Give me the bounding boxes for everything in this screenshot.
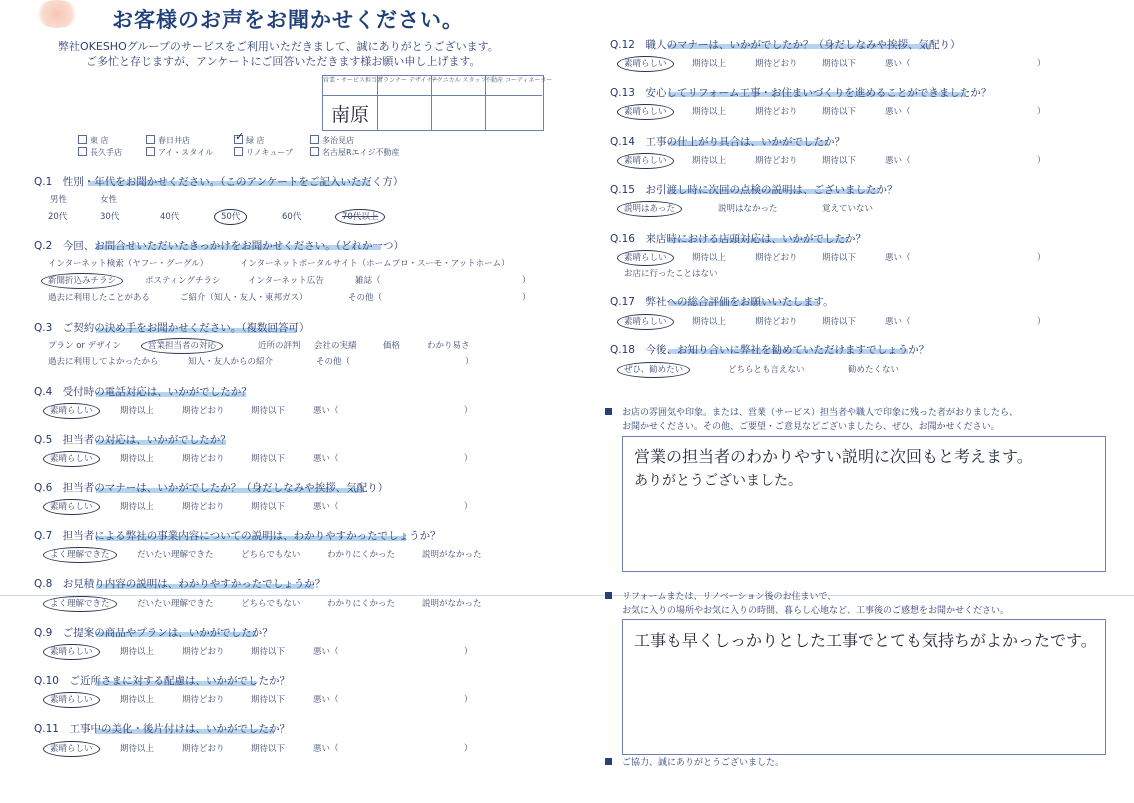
q11-below[interactable]: 期待以下 (251, 744, 286, 754)
q18-neutral[interactable]: どちらとも言えない (728, 365, 805, 375)
q7-mostly-understood[interactable]: だいたい理解できた (137, 550, 214, 560)
q4-excellent[interactable]: 素晴らしい (50, 404, 93, 416)
branch-nagoya-rage[interactable]: 名古屋Rエイジ不動産 (310, 147, 400, 158)
q6-title: Q.6 担当者のマナーは、いかがでしたか？（身だしなみや挨拶、気配り） (34, 482, 389, 494)
staff-table (322, 75, 553, 131)
q12-bad-close: ） (1037, 59, 1046, 69)
q1-female[interactable]: 女性 (100, 195, 118, 205)
q1-age-70[interactable]: 70代以上 (342, 210, 378, 222)
q16-below[interactable]: 期待以下 (822, 253, 857, 263)
q12-excellent[interactable]: 素晴らしい (624, 57, 667, 69)
comment2-handwriting-line-1: 工事も早くしっかりとした工事でとても気持ちがよかったです。 (634, 631, 1097, 650)
q6-bad-close: ） (464, 502, 473, 512)
q4-below[interactable]: 期待以下 (251, 406, 286, 416)
branch-midori[interactable]: ✓ 緑 店 (235, 130, 265, 145)
q9-above[interactable]: 期待以上 (120, 647, 155, 657)
q9-title: Q.9 ご提案の商品やプランは、いかがでしたか？ (34, 627, 273, 639)
q3-plan-design[interactable]: プラン or デザイン (48, 341, 122, 351)
q10-above[interactable]: 期待以上 (120, 695, 155, 705)
q13-excellent[interactable]: 素晴らしい (624, 105, 667, 117)
q3-track-record[interactable]: 会社の実績 (314, 341, 357, 351)
q1-age-40[interactable]: 40代 (160, 212, 180, 222)
comment1-prompt-1: お店の雰囲気や印象。または、営業（サービス）担当者や職人で印象に残った者がおりましたら、 (622, 408, 1019, 418)
q6-below[interactable]: 期待以下 (251, 502, 286, 512)
q11-as-expected[interactable]: 期待どおり (182, 744, 225, 754)
q7-neutral[interactable]: どちらでもない (241, 550, 301, 560)
branch-kasugai[interactable]: 春日井店 (146, 135, 190, 146)
intro-line-2: ご多忙と存じますが、アンケートにご回答いただきます様お願い申し上げます。 (86, 55, 481, 68)
q5-above[interactable]: 期待以上 (120, 454, 155, 464)
q12-above[interactable]: 期待以上 (692, 59, 727, 69)
q12-bad[interactable]: 悪い（ (885, 59, 911, 69)
q16-title: Q.16 来店時における店頭対応は、いかがでしたか？ (610, 233, 866, 245)
branch-istyle[interactable]: アイ・スタイル (146, 147, 213, 158)
q2-newspaper-flyer[interactable]: 新聞折込みチラシ (48, 274, 116, 286)
q12-title: Q.12 職人のマナーは、いかがでしたか？（身だしなみや挨拶、気配り） (610, 39, 961, 51)
q3-clarity[interactable]: わかり易さ (427, 341, 470, 351)
q7-no-explanation[interactable]: 説明がなかった (422, 550, 482, 560)
q14-above[interactable]: 期待以上 (692, 156, 727, 166)
q15-title: Q.15 お引渡し時に次回の点検の説明は、ございましたか？ (610, 184, 898, 196)
q5-bad[interactable]: 悪い（ (313, 454, 339, 464)
checkbox-icon (310, 147, 319, 156)
branch-higashi[interactable]: 東 店 (78, 135, 109, 146)
q1-male[interactable]: 男性 (50, 195, 68, 205)
q11-bad-close: ） (464, 744, 473, 754)
q9-bad-close: ） (464, 647, 473, 657)
q2-referral[interactable]: ご紹介（知人・友人・東邦ガス） (180, 293, 308, 303)
fold-line (0, 595, 1134, 596)
q4-as-expected[interactable]: 期待どおり (182, 406, 225, 416)
q17-below[interactable]: 期待以下 (822, 317, 857, 327)
q3-other-close: ） (465, 357, 474, 367)
q9-bad[interactable]: 悪い（ (313, 647, 339, 657)
q1-age-20[interactable]: 20代 (48, 212, 68, 222)
q1-title: Q.1 性別・年代をお聞かせください。（このアンケートをご記入いただく方） (34, 176, 404, 188)
q14-excellent[interactable]: 素晴らしい (624, 154, 667, 166)
q8-neutral[interactable]: どちらでもない (241, 599, 301, 609)
q10-bad-close: ） (464, 695, 473, 705)
q9-excellent[interactable]: 素晴らしい (50, 645, 93, 657)
q10-below[interactable]: 期待以下 (251, 695, 286, 705)
branch-tajimi[interactable]: 多治見店 (310, 135, 354, 146)
footer-thanks: ご協力、誠にありがとうございました。 (622, 758, 785, 768)
comment2-prompt-1: リフォームまたは、リノベーション後のお住まいで、 (622, 592, 837, 602)
comment2-prompt-2: お気に入りの場所やお気に入りの時間、暮らし心地など、工事後のご感想をお聞かせください。 (622, 606, 1010, 616)
q16-above[interactable]: 期待以上 (692, 253, 727, 263)
q17-bad-close: ） (1037, 317, 1046, 327)
q8-title: Q.8 お見積り内容の説明は、わかりやすかったでしょうか？ (34, 578, 326, 590)
q8-no-explanation[interactable]: 説明がなかった (422, 599, 482, 609)
q2-other-close: ） (522, 293, 531, 303)
checkbox-icon (78, 135, 87, 144)
q3-other[interactable]: その他（ (316, 357, 351, 367)
q13-above[interactable]: 期待以上 (692, 107, 727, 117)
q14-below[interactable]: 期待以下 (822, 156, 857, 166)
q3-price[interactable]: 価格 (383, 341, 401, 351)
q1-age-50[interactable]: 50代 (221, 210, 240, 222)
q6-bad[interactable]: 悪い（ (313, 502, 339, 512)
q14-as-expected[interactable]: 期待どおり (755, 156, 798, 166)
checkbox-icon (310, 135, 319, 144)
q9-as-expected[interactable]: 期待どおり (182, 647, 225, 657)
staff-header-sales: 営業・サービス担当者 (323, 76, 377, 96)
q4-above[interactable]: 期待以上 (120, 406, 155, 416)
q2-magazine-close: ） (522, 276, 531, 286)
checkbox-icon (146, 135, 155, 144)
sales-staff-name: 南原 (330, 104, 369, 126)
bullet-icon (605, 592, 612, 599)
q3-sales-response[interactable]: 営業担当者の対応 (148, 339, 216, 351)
q12-as-expected[interactable]: 期待どおり (755, 59, 798, 69)
q10-as-expected[interactable]: 期待どおり (182, 695, 225, 705)
q17-title: Q.17 弊社への総合評価をお願いいたします。 (610, 296, 834, 308)
checkbox-icon (234, 147, 243, 156)
q2-posting-flyer[interactable]: ポスティングチラシ (145, 276, 221, 286)
q8-understood-well[interactable]: よく理解できた (50, 597, 110, 609)
q13-as-expected[interactable]: 期待どおり (755, 107, 798, 117)
q7-unclear[interactable]: わかりにくかった (327, 550, 396, 560)
branch-renocube[interactable]: リノキューブ (234, 147, 293, 158)
q3-referral[interactable]: 知人・友人からの紹介 (188, 357, 274, 367)
q16-bad[interactable]: 悪い（ (885, 253, 911, 263)
q3-reputation[interactable]: 近所の評判 (258, 341, 301, 351)
q5-excellent[interactable]: 素晴らしい (50, 452, 93, 464)
q11-bad[interactable]: 悪い（ (313, 744, 339, 754)
comment1-prompt-2: お聞かせください。その他、ご要望・ご意見などございましたら、ぜひ、お聞かせください。 (622, 422, 1000, 432)
q13-title: Q.13 安心してリフォーム工事・お住まいづくりを進めることができましたか？ (610, 87, 992, 99)
q8-unclear[interactable]: わかりにくかった (327, 599, 396, 609)
q15-explained[interactable]: 説明はあった (624, 202, 675, 214)
q1-age-30[interactable]: 30代 (100, 212, 120, 222)
q2-other[interactable]: その他（ (348, 293, 383, 303)
q11-excellent[interactable]: 素晴らしい (50, 742, 93, 754)
q12-below[interactable]: 期待以下 (822, 59, 857, 69)
q11-title: Q.11 工事中の美化・後片付けは、いかがでしたか？ (34, 723, 290, 735)
intro-line-1: 弊社OKESHOグループのサービスをご利用いただきまして、誠にありがとうございます。 (58, 40, 499, 53)
q4-title: Q.4 受付時の電話対応は、いかがでしたか？ (34, 386, 252, 398)
q14-bad-close: ） (1037, 156, 1046, 166)
q13-bad-close: ） (1037, 107, 1046, 117)
q7-title: Q.7 担当者による弊社の事業内容についての説明は、わかりやすかったでしょうか？ (34, 530, 441, 542)
q4-bad-close: ） (464, 406, 473, 416)
q10-title: Q.10 ご近所さまに対する配慮は、いかがでしたか？ (34, 675, 290, 687)
q18-recommend[interactable]: ぜひ、勧めたい (624, 363, 683, 375)
q17-as-expected[interactable]: 期待どおり (755, 317, 798, 327)
checkbox-checked-icon: ✓ (235, 130, 245, 143)
q17-bad[interactable]: 悪い（ (885, 317, 911, 327)
comment1-handwriting-line-2: ありがとうございました。 (634, 473, 802, 489)
company-stamp (34, 0, 80, 28)
checkbox-icon (146, 147, 155, 156)
staff-header-planner: プランナー デザイナー (377, 76, 431, 96)
q1-age-60[interactable]: 60代 (282, 212, 302, 222)
q5-bad-close: ） (464, 454, 473, 464)
q5-below[interactable]: 期待以下 (251, 454, 286, 464)
q8-mostly-understood[interactable]: だいたい理解できた (137, 599, 214, 609)
q2-portal-site[interactable]: インターネットポータルサイト（ホームプロ・スーモ・アットホーム） (240, 259, 510, 269)
q2-title: Q.2 今回、お問合せいただいたきっかけをお聞かせください。（どれか一つ） (34, 240, 405, 252)
q2-past-use[interactable]: 過去に利用したことがある (48, 293, 151, 303)
q6-as-expected[interactable]: 期待どおり (182, 502, 225, 512)
checkbox-icon (78, 147, 87, 156)
q6-above[interactable]: 期待以上 (120, 502, 155, 512)
staff-header-technical: テクニカル スタッフ (431, 76, 485, 96)
q9-below[interactable]: 期待以下 (251, 647, 286, 657)
q16-bad-close: ） (1037, 253, 1046, 263)
q16-never-visited[interactable]: お店に行ったことはない (624, 269, 718, 279)
page-title: お客様のお声をお聞かせください。 (112, 8, 464, 32)
q4-bad[interactable]: 悪い（ (313, 406, 339, 416)
bullet-icon (605, 408, 612, 415)
q5-title: Q.5 担当者の対応は、いかがでしたか？ (34, 434, 231, 446)
q10-excellent[interactable]: 素晴らしい (50, 693, 93, 705)
q3-past-use[interactable]: 過去に利用してよかったから (48, 357, 159, 367)
q14-bad[interactable]: 悪い（ (885, 156, 911, 166)
q2-magazine[interactable]: 雑誌（ (355, 276, 381, 286)
q15-not-explained[interactable]: 説明はなかった (718, 204, 778, 214)
q11-above[interactable]: 期待以上 (120, 744, 155, 754)
q16-excellent[interactable]: 素晴らしい (624, 251, 667, 263)
staff-header-realestate: 不動産 コーディネーター (485, 76, 542, 96)
q18-title: Q.18 今後、お知り合いに弊社を勧めていただけますでしょうか？ (610, 344, 930, 356)
q7-understood-well[interactable]: よく理解できた (50, 548, 110, 560)
q13-below[interactable]: 期待以下 (822, 107, 857, 117)
q17-excellent[interactable]: 素晴らしい (624, 315, 667, 327)
comment1-handwriting-line-1: 営業の担当者のわかりやすい説明に次回もと考えます。 (634, 447, 1033, 466)
q5-as-expected[interactable]: 期待どおり (182, 454, 225, 464)
q2-internet-search[interactable]: インターネット検索（ヤフー・グーグル） (48, 259, 209, 269)
q14-title: Q.14 工事の仕上がり具合は、いかがでしたか？ (610, 136, 845, 148)
q17-above[interactable]: 期待以上 (692, 317, 727, 327)
q15-dont-remember[interactable]: 覚えていない (822, 204, 874, 214)
bullet-icon (605, 758, 612, 765)
branch-nagakute[interactable]: 長久手店 (78, 147, 122, 158)
q3-title: Q.3 ご契約の決め手をお聞かせください。（複数回答可） (34, 322, 310, 334)
q13-bad[interactable]: 悪い（ (885, 107, 911, 117)
q6-excellent[interactable]: 素晴らしい (50, 500, 93, 512)
q16-as-expected[interactable]: 期待どおり (755, 253, 798, 263)
q2-internet-ad[interactable]: インターネット広告 (248, 276, 324, 286)
q18-not-recommend[interactable]: 勧めたくない (848, 365, 900, 375)
q10-bad[interactable]: 悪い（ (313, 695, 339, 705)
